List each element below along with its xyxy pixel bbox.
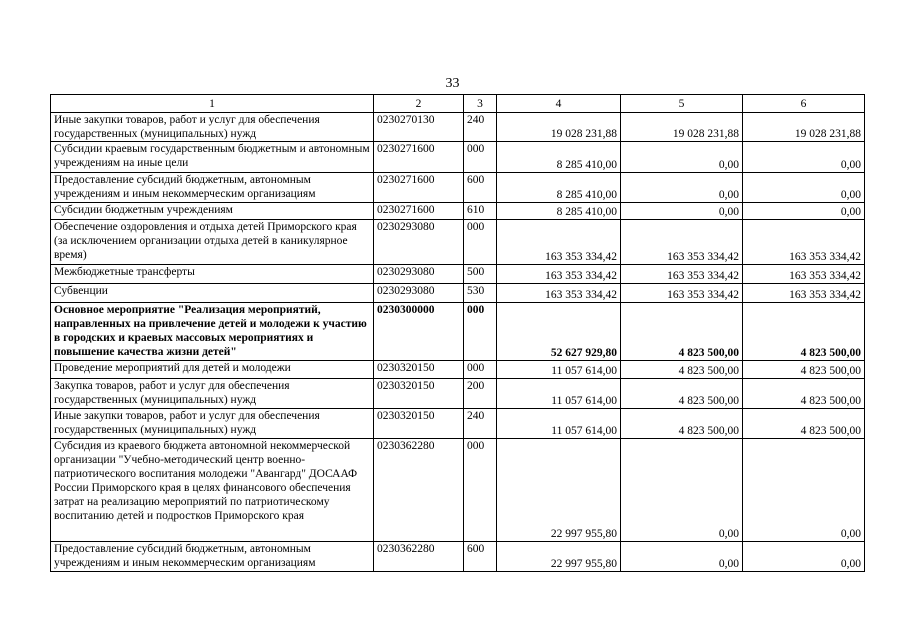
header-cell: 2: [374, 95, 464, 113]
table-row: [51, 113, 865, 142]
row-amount-col5: 0,00: [621, 439, 743, 542]
row-amount-col5: 0,00: [621, 142, 743, 173]
row-amount-col4: 163 353 334,42: [497, 220, 621, 265]
row-name-cell: Предоставление субсидий бюджетным, автономным учреждениям и иным некоммерческим организациям: [51, 542, 374, 572]
row-code-cell: 0230362280: [374, 439, 464, 542]
row-amount-col5: 0,00: [621, 173, 743, 203]
row-code-cell: 0230320150: [374, 361, 464, 379]
row-amount-col6: 19 028 231,88: [743, 113, 865, 142]
row-vr-cell: 240: [464, 409, 497, 439]
row-amount-col6: 163 353 334,42: [743, 284, 865, 303]
row-amount-col6: 0,00: [743, 542, 865, 572]
row-amount-col5: 0,00: [621, 542, 743, 572]
row-vr-cell: 240: [464, 113, 497, 142]
header-row: [51, 95, 865, 113]
row-name-cell: Закупка товаров, работ и услуг для обеспечения государственных (муниципальных) нужд: [51, 379, 374, 409]
header-cell: 6: [743, 95, 865, 113]
row-amount-col6: 163 353 334,42: [743, 265, 865, 284]
row-name-cell: Субсидии бюджетным учреждениям: [51, 203, 374, 220]
table-row: [51, 409, 865, 439]
row-vr-cell: 610: [464, 203, 497, 220]
row-vr-cell: 000: [464, 142, 497, 173]
page-number: 33: [445, 76, 460, 91]
row-vr-cell: 600: [464, 542, 497, 572]
row-amount-col6: 0,00: [743, 203, 865, 220]
row-amount-col4: 19 028 231,88: [497, 113, 621, 142]
header-cell: 5: [621, 95, 743, 113]
table-row: [51, 203, 865, 220]
row-vr-cell: 500: [464, 265, 497, 284]
row-code-cell: 0230320150: [374, 409, 464, 439]
row-name-cell: Субсидии краевым государственным бюджетным и автономным учреждениям на иные цели: [51, 142, 374, 173]
table-row: [51, 379, 865, 409]
header-cell: 4: [497, 95, 621, 113]
table-row: [51, 220, 865, 265]
row-amount-col6: 0,00: [743, 439, 865, 542]
table-row: [51, 284, 865, 303]
row-amount-col5: 163 353 334,42: [621, 220, 743, 265]
row-amount-col5: 163 353 334,42: [621, 284, 743, 303]
row-vr-cell: 200: [464, 379, 497, 409]
row-amount-col6: 0,00: [743, 142, 865, 173]
row-amount-col5: 19 028 231,88: [621, 113, 743, 142]
row-amount-col4: 11 057 614,00: [497, 409, 621, 439]
row-amount-col5: 4 823 500,00: [621, 379, 743, 409]
row-code-cell: 0230362280: [374, 542, 464, 572]
row-code-cell: 0230293080: [374, 284, 464, 303]
row-amount-col4: 22 997 955,80: [497, 439, 621, 542]
row-amount-col5: 163 353 334,42: [621, 265, 743, 284]
row-name-cell: Обеспечение оздоровления и отдыха детей Приморского края (за исключением организации отдыха детей в каникулярное время): [51, 220, 374, 265]
row-name-cell: Иные закупки товаров, работ и услуг для обеспечения государственных (муниципальных) нужд: [51, 113, 374, 142]
row-amount-col4: 163 353 334,42: [497, 284, 621, 303]
row-vr-cell: 000: [464, 303, 497, 361]
row-amount-col6: 0,00: [743, 173, 865, 203]
table-row: [51, 265, 865, 284]
row-code-cell: 0230271600: [374, 203, 464, 220]
row-name-cell: Основное мероприятие "Реализация мероприятий, направленных на привлечение детей и молодежи к участию в городских и краевых массовых мероприятиях и повышение качества жизни детей": [51, 303, 374, 361]
row-amount-col4: 22 997 955,80: [497, 542, 621, 572]
header-cell: 1: [51, 95, 374, 113]
table-row: [51, 142, 865, 173]
row-amount-col4: 163 353 334,42: [497, 265, 621, 284]
row-name-cell: Предоставление субсидий бюджетным, автономным учреждениям и иным некоммерческим организациям: [51, 173, 374, 203]
row-amount-col5: 4 823 500,00: [621, 303, 743, 361]
row-amount-col4: 8 285 410,00: [497, 203, 621, 220]
row-code-cell: 0230293080: [374, 220, 464, 265]
row-vr-cell: 530: [464, 284, 497, 303]
row-amount-col4: 11 057 614,00: [497, 379, 621, 409]
row-vr-cell: 600: [464, 173, 497, 203]
row-name-cell: Субвенции: [51, 284, 374, 303]
row-amount-col5: 4 823 500,00: [621, 361, 743, 379]
row-code-cell: 0230271600: [374, 142, 464, 173]
row-code-cell: 0230300000: [374, 303, 464, 361]
table-row: [51, 303, 865, 361]
row-vr-cell: 000: [464, 361, 497, 379]
header-cell: 3: [464, 95, 497, 113]
row-code-cell: 0230320150: [374, 379, 464, 409]
row-amount-col6: 4 823 500,00: [743, 409, 865, 439]
budget-table: [50, 94, 865, 572]
row-code-cell: 0230293080: [374, 265, 464, 284]
row-name-cell: Иные закупки товаров, работ и услуг для обеспечения государственных (муниципальных) нужд: [51, 409, 374, 439]
row-vr-cell: 000: [464, 220, 497, 265]
row-code-cell: 0230271600: [374, 173, 464, 203]
table-row: [51, 542, 865, 572]
row-amount-col4: 8 285 410,00: [497, 173, 621, 203]
row-amount-col6: 4 823 500,00: [743, 379, 865, 409]
row-name-cell: Проведение мероприятий для детей и молодежи: [51, 361, 374, 379]
row-amount-col6: 163 353 334,42: [743, 220, 865, 265]
row-vr-cell: 000: [464, 439, 497, 542]
table-row: [51, 361, 865, 379]
row-amount-col5: 0,00: [621, 203, 743, 220]
row-name-cell: Субсидия из краевого бюджета автономной некоммерческой организации "Учебно-методический центр военно-патриотического воспитания молодежи "Авангард" ДОСААФ России Приморского края в целях финансового обеспечения затрат на реализацию мероприятий по патриотическому воспитанию детей и подростков Приморского края: [51, 439, 374, 542]
row-amount-col6: 4 823 500,00: [743, 303, 865, 361]
row-amount-col6: 4 823 500,00: [743, 361, 865, 379]
row-amount-col4: 8 285 410,00: [497, 142, 621, 173]
row-amount-col4: 52 627 929,80: [497, 303, 621, 361]
row-code-cell: 0230270130: [374, 113, 464, 142]
table-row: [51, 439, 865, 542]
table-row: [51, 173, 865, 203]
row-amount-col5: 4 823 500,00: [621, 409, 743, 439]
row-amount-col4: 11 057 614,00: [497, 361, 621, 379]
row-name-cell: Межбюджетные трансферты: [51, 265, 374, 284]
